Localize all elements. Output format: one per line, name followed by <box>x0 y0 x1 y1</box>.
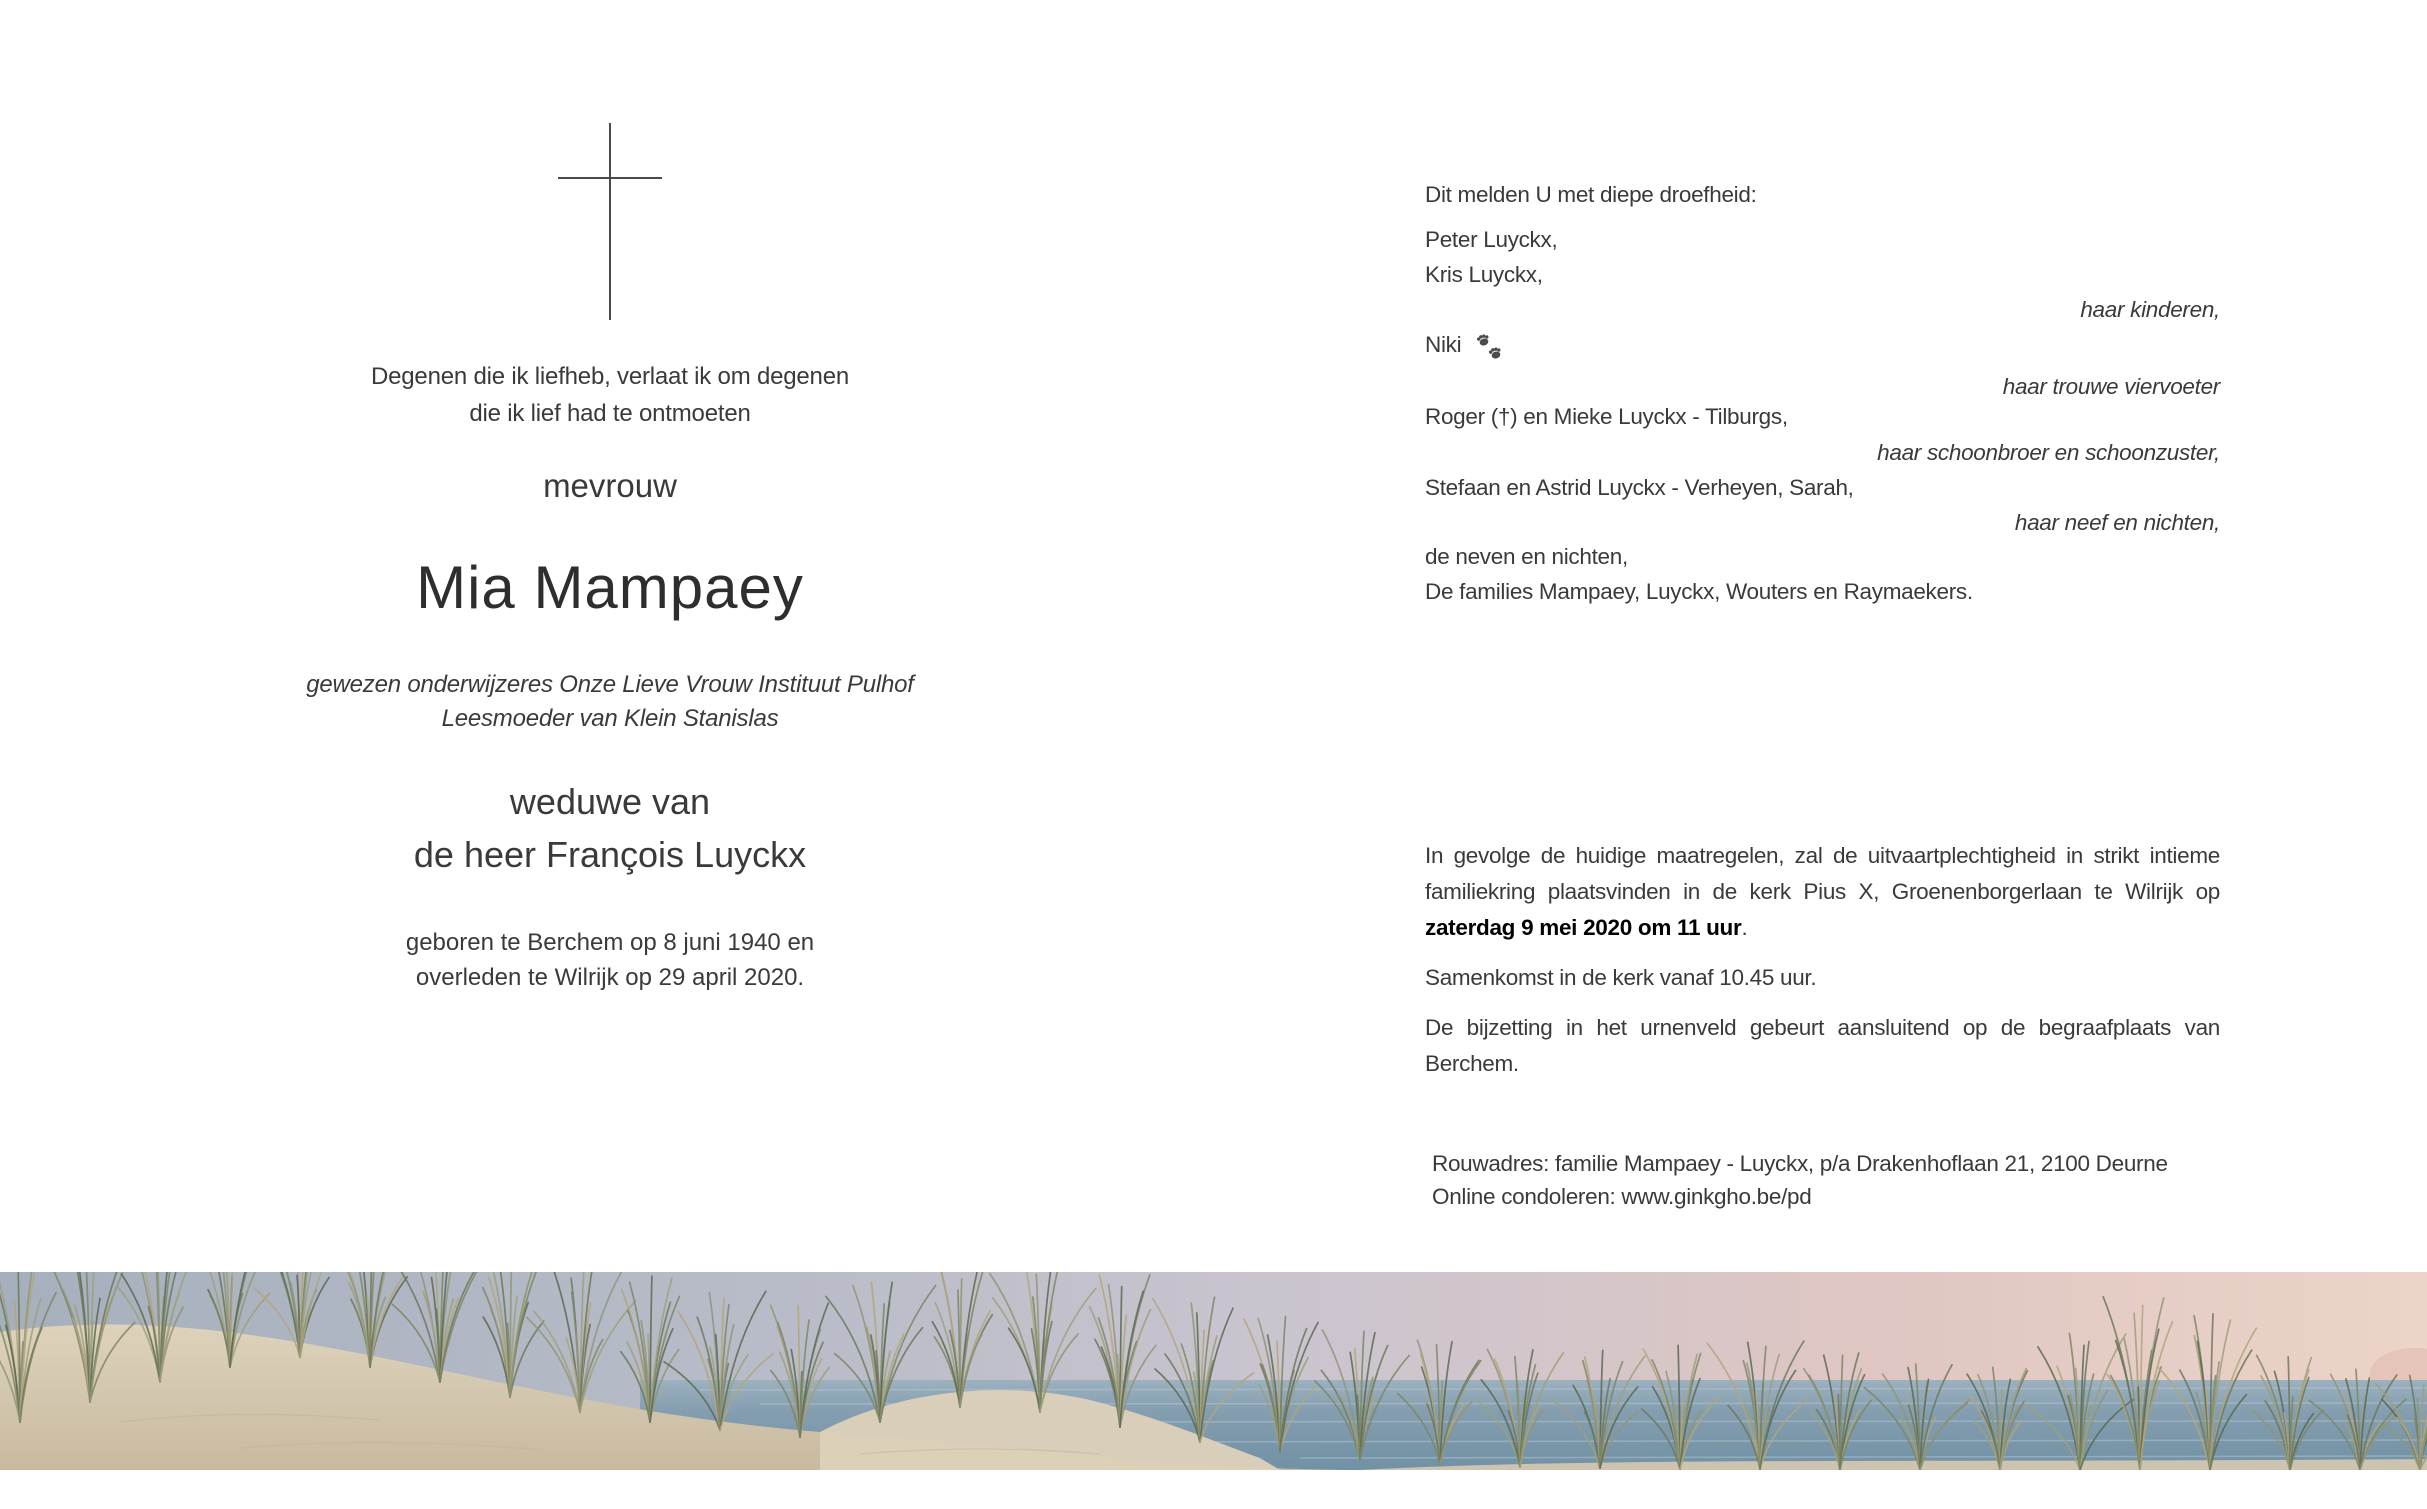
relation-line: haar kinderen, <box>2080 297 2220 322</box>
family-line: Roger (†) en Mieke Luyckx - Tilburgs, <box>1425 404 1788 429</box>
gathering-line: Samenkomst in de kerk vanaf 10.45 uur. <box>1425 965 1817 990</box>
ceremony-text: In gevolge de huidige maatregelen, zal de uitvaartplechtigheid in strikt intieme familiekring plaatsvinden in de kerk Pius X, Groenenborgerlaan te Wilrijk op <box>1425 843 2220 904</box>
subtitle-line: gewezen onderwijzeres Onze Lieve Vrouw Instituut Pulhof <box>306 671 914 698</box>
memorial-quote <box>190 358 1030 432</box>
family-line: Kris Luyckx, <box>1425 262 1543 287</box>
family-line: Peter Luyckx, <box>1425 227 1558 252</box>
paw-prints-icon <box>1475 332 1507 374</box>
widow-of <box>190 775 1030 881</box>
birth-date-line: geboren te Berchem op 8 juni 1940 en <box>405 929 815 956</box>
families-line: De families Mampaey, Luyckx, Wouters en Raymaekers. <box>1425 579 1973 604</box>
quote-line: Degenen die ik liefheb, verlaat ik om degenen <box>371 363 849 390</box>
ceremony-date: zaterdag 9 mei 2020 om 11 uur <box>1425 915 1742 940</box>
interment-paragraph: De bijzetting in het urnenveld gebeurt aansluitend op de begraafplaats van Berchem. <box>1425 1015 2220 1076</box>
family-line: Stefaan en Astrid Luyckx - Verheyen, Sarah, <box>1425 475 1854 500</box>
salutation: mevrouw <box>543 467 677 504</box>
spouse-name: de heer François Luyckx <box>413 834 807 875</box>
announcement-intro: Dit melden U met diepe droefheid: <box>1425 182 1757 207</box>
deceased-name: Mia Mampaey <box>416 554 804 621</box>
relation-line: haar neef en nichten, <box>2014 510 2220 535</box>
family-line <box>1425 330 2220 362</box>
deceased-subtitle <box>190 668 1030 736</box>
quote-line: die ik lief had te ontmoeten <box>469 400 751 427</box>
subtitle-line: Leesmoeder van Klein Stanislas <box>441 705 779 732</box>
condolences-line: Online condoleren: www.ginkgho.be/pd <box>1432 1184 1812 1209</box>
ceremony-paragraph <box>1425 838 2220 946</box>
beach-dunes-photo <box>0 1272 2427 1470</box>
relation-line: haar schoonbroer en schoonzuster, <box>1877 440 2220 465</box>
ceremony-period: . <box>1741 915 1748 940</box>
widow-line: weduwe van <box>509 781 711 822</box>
family-line: de neven en nichten, <box>1425 544 1628 569</box>
pet-name: Niki <box>1425 332 1462 357</box>
relation-line: haar trouwe viervoeter <box>2002 374 2220 399</box>
mourning-address: Rouwadres: familie Mampaey - Luyckx, p/a Drakenhoflaan 21, 2100 Deurne <box>1432 1151 2168 1176</box>
cross-icon <box>550 122 670 322</box>
death-date-line: overleden te Wilrijk op 29 april 2020. <box>415 964 805 991</box>
birth-death-dates <box>190 925 1030 995</box>
